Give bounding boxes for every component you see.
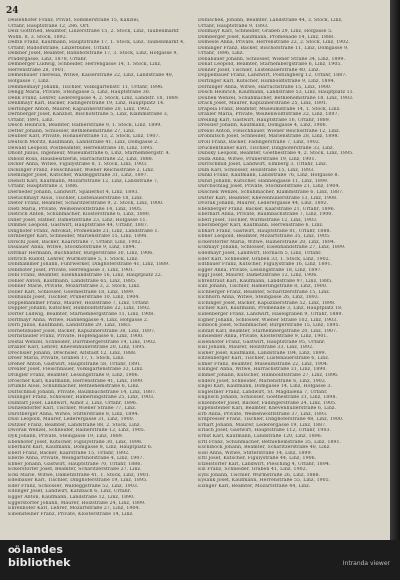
directory-entry: Doblhammer Johann, Fuhrwerker, Dinghoferstraße 41, Linz, 1889. <box>8 262 170 268</box>
viewer-label: Intranda viewer <box>342 560 390 567</box>
directory-entry: Eichberger Franz, Beamter, Scharitzerstraße 15, Linz. <box>198 289 331 295</box>
directory-entry: Edtbauer Franz, Kutscher, Figulystraße 16, Linz, 1891. <box>198 262 333 268</box>
directory-entry: Dürrschmid Josef, Landwirt, Elmberg 3, Urfahr, Linz. <box>198 162 328 168</box>
directory-entry: Döller Karl, Schlosser, Goethestraße 18, Linz, 1899. <box>8 289 135 295</box>
directory-entry: Eder Karl, Schneider, Graben 33, 1. Stock, Linz, 1902. <box>198 256 331 262</box>
directory-entry: Herrenstraße 28, 1901. <box>8 67 66 73</box>
directory-entry: Dyk Johann, Private, Steingasse 19, Linz, 1889. <box>8 434 124 440</box>
directory-entry: Dornstauder Franz, Private, Hopfengasse 6, Linz, 1900. <box>8 334 144 340</box>
directory-entry: Dieminger Josef, Kutscher, Waldeggstraße 31, Linz, 1897. <box>8 173 149 179</box>
directory-entry: Dröll Franz, Bäcker, Fadingerstraße 7, Linz, 1902. <box>198 140 321 146</box>
directory-entry: Dunkl Franz, Kaufmann, Landstraße 76, Linz, Hofgasse 8. <box>198 173 340 179</box>
directory-entry: Dimmel Leopold, Gastwirt, Hauptstraße 44, Urfahr, 1887. <box>8 223 149 229</box>
directory-entry: Ernst Karl, Kaufmann, Landstraße 120, Linz, 1896. <box>198 434 323 440</box>
directory-entry: Eichinger Josef, Bäcker, Kapuzinerstraße 52, Linz, 1898. <box>198 300 336 306</box>
directory-entry: Doppelhammer Franz, Maurer, Holzstraße 7, Linz, Urfahr. <box>8 300 150 306</box>
directory-entry: Dringler Franz, Beamter, Lessingstraße 9, Linz, 1906. <box>8 373 140 378</box>
directory-entry: Hofgasse 7, Linz. <box>8 79 50 85</box>
directory-entry: Dirschl Josef, Bäcker, Kaarstraße 7, Urfahr, Linz, 1902. <box>8 239 143 245</box>
directory-entry: Dusl Leopold, Maurer, Lederergasse 31, Linz, 1900. <box>8 417 135 423</box>
directory-entry: Duftschmid Johann, Private, Baumbachstraße 14, Linz, 1887. <box>8 389 157 395</box>
page-edge-shadow <box>390 0 400 540</box>
logo-line-2: bibliothek <box>8 556 71 569</box>
directory-entry: Eibensteiner Franz, Private, Klosterstraße 14, Linz. <box>8 511 134 517</box>
directory-entry: Delkner Josef, Beamter, Bahnhofstraße 17, 3. Stock, Linz, Hofgasse 9, <box>8 51 179 57</box>
directory-entry: Edlinger Josef, Landwirt, Katzbach 6, Linz, Urfahr. <box>8 489 132 495</box>
directory-entry: Döbl Franz, Beamter, Eisenhandstraße 16, Linz, Hauptplatz 22. <box>8 273 163 279</box>
directory-entry: Dutter Karl, Beamter, Khevenhüllerstraße 13, Linz, 1908. <box>198 195 338 201</box>
directory-entry: Enders Josef, Schneider, Marienstraße 6, Linz, 1902. <box>198 378 327 384</box>
directory-entry: Denk Franz, Lehrer, Lederergasse 4, 2. Stock, Linz, Landstr. 18, 1889. <box>8 95 180 101</box>
directory-entry: Donat Leopold, Beamter, Starhembergstraße 6, Linz, 1905. <box>198 62 342 68</box>
directory-entry: Eidenberger Franz, Landwirt, Haselgraben 9, Urfahr, 1889. <box>198 311 344 317</box>
directory-entry: Dollhäubl Josef, Tischler, Prunerstraße 10, Linz, 1904. <box>8 295 141 301</box>
directory-entry: Urfahr, Hauptstraße 3, 1886. <box>8 184 79 190</box>
directory-entry: Duschek Wenzel, Schuhmacher, Klammstraße 6, Linz, 1887. <box>198 189 344 195</box>
directory-entry: Dreer Maria, Private, Graben 17, 1. Stock, Linz. <box>8 356 125 362</box>
directory-entry: Dollischek, Johann, Beamter, Landstraße 44, 3. Stock, Linz, <box>198 18 343 23</box>
left-column <box>8 18 194 534</box>
directory-entry: Druckenthaner Karl, Tischler, Dinghoferstraße 33, Linz. <box>198 145 335 151</box>
directory-entry: Emmer Johann, Kutscher, Humboldtstraße 27, Linz, 1896. <box>198 373 339 378</box>
directory-entry: Einfalt Karl, Beamter, Starhembergstraße 20, Linz, 1907. <box>198 328 338 334</box>
directory-entry: Doppelbauer Franz, Landwirt, Pöstlingberg 12, Urfahr, 1887. <box>198 73 347 79</box>
directory-entry: Deix Gottfried, Beamter, Linzerstraße 15, 2. Stock, Linz, Taubenmarkt <box>8 29 179 35</box>
directory-entry: Eggerstorfer Johann, Maurer, Holzstraße 24, Linz, 1899. <box>8 500 146 506</box>
directory-entry: Egger Anna, Private, Lessingstraße 18, Linz, 1897. <box>198 267 323 273</box>
directory-entry: Dorfinger Karl, Kutscher, Humboldtstraße 9, Linz, 1894. <box>198 79 336 85</box>
directory-entry: Dominger Franz, Bäcker, Bischofstraße 11, Linz, Domgasse 9, <box>198 45 349 51</box>
directory-entry: Dietachmayr Alois, Tischler, Lustenauerstraße 18, Linz. <box>8 195 144 201</box>
directory-entry: Dreiling Karl, Gastwirt, Hauptstraße 16, Urfahr, 1889. <box>198 117 331 123</box>
directory-entry: Dernberger Josef, Kanzlist, Bischofstraße 5, Linz, Klammstraße 3, <box>8 112 169 118</box>
directory-entry: Eigner Johann, Schlosser, Wiener Straße 102, Linz, 1903. <box>198 317 338 323</box>
directory-entry: Eisner Josef, Kaufmann, Landstraße 104, Linz, 1899. <box>198 350 327 356</box>
directory-entry: Doblhofer Josef, Private, Herrengasse 3, Linz, 1901. <box>8 267 135 273</box>
directory-entry: Durchschlag Josef, Private, Stockhofstraße 21, Linz, 1904. <box>198 184 341 190</box>
directory-entry: Dworak Wenzel, Schneider, Rainerstraße 12, Linz, 1905. <box>8 428 146 434</box>
directory-entry: Dirnberger Karl, Schneider, Marienstraße 15, Linz, 1898. <box>8 234 148 240</box>
directory-entry: Dorn Julius, Kaufmann, Landstraße 29, Linz, 1883. <box>8 323 132 329</box>
directory-entry: Exl Franz, Schneider, Graben 41, Linz, 1902. <box>198 467 308 473</box>
directory-entry: Draxler Maria, Private, Weißenwolffstraße 22, Linz, 1897. <box>198 112 340 118</box>
directory-entry: Deubler Karl, Private, Honauerstraße 13, 2. Stock, Linz, 1907. <box>8 134 161 140</box>
directory-entry: Urfahr, Rudolfstraße, Linzerbühel, Urfahr. <box>8 45 111 51</box>
directory-entry: Eschlböck Johann, Beamter, Scharitzerstraße 40, Linz. <box>198 445 331 451</box>
directory-entry: Dornetshuber Josef, Bäcker, Kapuzinerstraße 38, Linz, 1897. <box>8 328 156 334</box>
directory-entry: Eysank Josef, Kaufmann, Herrenstraße 55, Linz, 1905. <box>198 478 331 484</box>
directory-entry: Eckl Marie, Witwe, Dametzstraße 41, 1. Stock, Linz, 1901. <box>8 472 151 478</box>
directory-entry: Derflinger Anton, Maurer, Kapuzinerstraße 20, Linz, 1902. <box>8 106 151 112</box>
directory-entry: Erhart Johann, Maurer, Lederergasse 19, Linz, 1887. <box>198 422 327 428</box>
directory-entry: Eckerstorfer Maria, Witwe, Rainerstraße 20, Linz, 1894. <box>198 239 336 245</box>
directory-entry: Dumfart Josef, Landwirt, Auhof 2, Linz, Urfahr, 1896. <box>8 400 138 406</box>
directory-entry: Desch Heinrich, Beamter, Hafnerstraße 9, 1. Stock, Linz, 1899. <box>8 123 162 129</box>
directory-entry: Dengg Maria, Private, Steingasse 5, Linz, Hauptstraße 30. <box>8 90 151 96</box>
directory-entry: Dreher Anton, Gastwirt, Hauptstraße 58, Urfahr, 1891. <box>8 361 142 367</box>
directory-entry: Dittmar Hermann, Buchhalter, Bürgerstraße 30, Linz, 1906. <box>8 250 154 256</box>
directory-entry: Dutzler Franz, Beamter, Landstraße 88, 2. Stock, Linz. <box>8 422 142 428</box>
directory-entry: Dewald Leopold, Postbeamter, Herrenstraße 18, Linz, 1895. <box>8 145 154 151</box>
directory-entry: Ebner Johann, Gastwirt, Hauptstraße 70, Urfahr, 1886. <box>8 461 142 467</box>
directory-entry: Draxler Karl, Lehrer, Khevenhüllerstraße 20, Linz, 1895. <box>8 345 146 351</box>
page-number: 24 <box>6 6 19 16</box>
directory-entry: Eberl Josef, Tischler, Wurmstraße 12, Linz, 1903. <box>198 217 318 223</box>
directory-entry: Dröscher Karl, Kaufmann, Herrenstraße 41, Linz, 1899. <box>8 378 144 384</box>
directory-entry: Eder Franz, Schlosser, Waldeggstraße 52, Linz, 1903. <box>8 483 139 489</box>
directory-entry: Dressler Johann, Kaufmann, Domgasse 4, Linz, 1906. <box>198 123 328 129</box>
directory-entry: Eichler Karl, Kaufmann, Promenade 3, Linz, Hauptplatz 18. <box>198 306 343 312</box>
directory-entry: Ebner Leopold, Beamter, Mozartstraße 35, Linz, 1905. <box>198 234 331 240</box>
directory-entry: Donner Josef, Tischler, Lustenauerstraße 40, Linz. <box>198 67 321 73</box>
directory-entry: Eberhard Karl, Kaufmann, Domgasse 8, Linz, Hauptplatz 6. <box>8 445 153 451</box>
directory-entry: Ezinger Karl, Beamter, Mozartstraße 44, Linz. <box>198 483 311 489</box>
directory-entry: Urfahr, Hauptstraße 9, 1893. <box>198 23 269 29</box>
directory-entry: Urfahr, 1896, Linz. <box>198 51 244 57</box>
directory-entry: Urfahr, 1891, Linz. <box>8 117 54 123</box>
directory-entry: Doppler Johann, Kutscher, Humboldtstraße 22, Linz, 1892. <box>8 306 151 312</box>
directory-entry: Englisch Johann, Schlosser, Goethestraße 31, Linz, 1898. <box>198 395 338 401</box>
directory-entry: Eisl Johann, Maurer, Holzstraße 33, Linz, 1892. <box>198 345 314 351</box>
directory-entry: Dietl Maria, Private, Weißenwolffstraße 14, Linz, 1905. <box>8 206 143 212</box>
directory-entry: Duda Anna, Witwe, Prunerstraße 19, Linz, 1901. <box>198 156 317 162</box>
directory-entry: Delfin Franz, Kaufmann, Hauptstraße 17, 1. Stock, Linz, Taubenmarkt 4, <box>8 40 185 46</box>
directory-entry: Eberle Anna, Private, Weingartshofstraße 4, Linz, 1907. <box>8 456 145 462</box>
directory-entry: Eckerstorfer Josef, Beamter, Scharitzerstraße 27, Linz. <box>8 467 142 473</box>
directory-entry: Elmer Franz, Beamter, Museumstraße 22, Linz, 1904. <box>198 361 329 367</box>
directory-entry: Demelbauer Theresia, Witwe, Kaiserstraße 22, Linz, Landstraße 40, <box>8 73 174 79</box>
directory-entry: Ebhart Franz, Gastwirt, Hauptstraße 81, Urfahr, 1888. <box>198 228 332 234</box>
directory-entry: Ehrentraut Karl, Kaufmann, Landstraße 97, Linz, 1885. <box>198 278 333 284</box>
directory-entry: Eberl Franz, Bäcker, Kaarstraße 15, Urfahr, 1892. <box>8 450 130 456</box>
directory-entry: Eybl Johann, Tischler, Wurmstraße 26, Linz, 1888. <box>198 472 321 478</box>
directory-entry: Drobnitsch Josef, Schneider, Marienstraße 28, Linz, 1898. <box>198 134 340 140</box>
directory-entry: Dollmayr Karl, Schneider, Graben 29, Linz, Hofgasse 5. <box>198 29 333 35</box>
directory-entry: Dorfer Ludwig, Beamter, Starhembergstraße 11, Linz, 1908. <box>8 311 155 317</box>
directory-entry: Diller Josef, Hafner, Dametzstraße 23, Linz, Hofgasse 11. <box>8 217 148 223</box>
directory-entry: Ebenhofer Josef, Kutscher, Figulystraße 30, Linz, 1898. <box>8 439 143 445</box>
directory-entry: Einböck Josef, Schuhmacher, Bürgerstraße 15, Linz, 1895. <box>198 323 341 329</box>
directory-entry: Dullinger Franz, Schlosser, Hamerlingstraße 25, Linz, 1903. <box>8 395 155 401</box>
directory-entry: Ehrenhöfer Karl, Lehrer, Mozartstraße 27, Linz, 1904. <box>8 506 141 512</box>
directory-entry: Ettl Josef, Kutscher, Figulystraße 44, Linz, 1906. <box>198 456 317 462</box>
directory-entry: Eisenhofer Franz, Gastwirt, Hauptstraße 95, Urfahr. <box>198 339 326 345</box>
directory-entry: Deisenhofer Franz, Privat, Sommerstraße 15, Kanzlei, <box>8 18 140 23</box>
directory-entry: Eppensteiner Karl, Beamter, Khevenhüllerstraße 6, Linz. <box>198 406 336 412</box>
directory-entry: Erb Anna, Private, Weißenwolffstraße 37, Linz, 1893. <box>198 411 328 417</box>
directory-entry: Domberger Josef, Kaufmann, Promenade 14, Linz, 1888. <box>198 34 335 40</box>
directory-entry: Doubek Wenzel, Schuhmacher, Bethlehemstraße 18, Linz, 1903. <box>198 95 354 101</box>
directory-entry: Dieter Franz, Beamter, Scharitzerstraße 9, 2. Stock, Linz, 1900. <box>8 201 164 207</box>
directory-entry: Elsinger Anna, Witwe, Harrachstraße 31, Linz, 1890. <box>198 367 327 373</box>
directory-entry: Wohn. 8, 3. Stock, 1892. <box>8 34 68 40</box>
directory-entry: Ebersberger Karl, Kaufmann, Herrenstraße 6, Linz. <box>198 223 324 229</box>
directory-entry: Eggl Josef, Maurer, Dametzstraße 12, Linz, 1906. <box>198 273 318 279</box>
directory-entry: Urfahr, Hauptstraße 12, 286, Ort. <box>8 23 90 29</box>
directory-entry: Demmelmayr Johann, Tischler, Volksgartenstr. 11, Urfahr, 1896. <box>8 84 164 90</box>
directory-entry: Eichhorn Anna, Witwe, Steingasse 26, Linz, 1893. <box>198 295 320 301</box>
directory-entry: Drexel Anton, Fleischhauer, Wiener Reichsstraße 12, Linz. <box>198 128 341 134</box>
directory-entry: Dosch Heinrich, Kaufmann, Landstraße 53, Linz, Hauptplatz 11. <box>198 90 355 96</box>
directory-entry: Dickinger Franz, Fleischhauer, Wiener Reichsstraße 2, Linz. <box>8 167 155 173</box>
logo-text-1: landes <box>22 543 63 556</box>
directory-entry: Drumbl Alois, Schuhmacher, Bethlehemstraße 6, Linz. <box>8 384 140 390</box>
directory-entry: Dobler Anton, Kaufmann, Landstraße 65, Linz, 1885. <box>8 278 137 284</box>
directory-entry: Dorfmayr Anna, Witwe, Hahnengasse 4, Linz, Hofgasse 2. <box>8 317 149 323</box>
directory-entry: Dvorak Johann, Maurer, Lederergasse 44, Linz, 1892. <box>198 201 329 207</box>
directory-entry: Denkmayr Karl, Bäcker, Fadingerstraße 19, Linz, Hauptplatz 14. <box>8 101 165 107</box>
directory-entry: Dienstl Karl, Kaufmann, Mozartstraße 12, Linz, Landstraße 7, <box>8 178 159 184</box>
directory-entry: Dibold Rosa, Hausbesitzerin, Harrachstraße 22, Linz, 1888. <box>8 156 154 162</box>
directory-entry: Eberhart Anna, Private, Baumbachstraße 7, Linz, 1900. <box>198 212 334 218</box>
directory-entry: Eckmayr Johann, Schlosser, Eisenhandstraße 27, Linz, 1899. <box>198 245 346 251</box>
directory-entry: Dietrich Anton, Schuhmacher, Klosterstraße 6, Linz, 1890. <box>8 212 151 218</box>
directory-entry: Dinghofer Franz, Advokat, Promenade 21, Linz, Landstraße 1. <box>8 228 160 234</box>
directory-entry: Enzenhofer Josef, Bäcker, Fadingerstraße 24, Linz, 1905. <box>198 400 337 406</box>
directory-entry: Drexler Josef, Fleischhauer, Volksgartenstraße 33, Linz. <box>8 367 144 373</box>
directory-entry: Essl Anna, Witwe, Stifterstraße 14, Linz, 1899. <box>198 450 313 456</box>
directory-entry: Dierneder Johann, Landwirt, Spallerhof 4, Linz, 1893. <box>8 189 139 195</box>
library-logo[interactable] <box>8 544 70 569</box>
directory-entry: Etzelstorfer Karl, Landwirt, Plesching 4, Urfahr, 1894. <box>198 461 331 467</box>
directory-entry: Dum Karl, Schlosser, Holzstraße 15, Linz, 1893. <box>198 167 315 173</box>
directory-entry: Pradergasse, Linz, 1878, Urfahr. <box>8 56 88 62</box>
directory-entry: Ebenberger Franz, Bäcker, Kaarstraße 21, Urfahr, 1896. <box>198 206 336 212</box>
directory-entry: Dissauer Anna, Witwe, Stockhofstraße 9, Linz, 1894. <box>8 245 137 251</box>
directory-entry: Dittrich Rudolf, Lehrer, Wurmstraße 5, 1. Stock, Linz. <box>8 256 139 262</box>
directory-entry: Dicker Anna, Witwe, Figulystraße 8, 1. Stock, Linz, 1903. <box>8 162 148 168</box>
directory-entry: Erlach Josef, Gastwirt, Hauptstraße 112, Urfahr, 1903. <box>198 428 332 434</box>
directory-entry: Dostal Wenzel, Schneider, Dürrnbergerstraße 14, Linz, 1902. <box>8 339 157 345</box>
directory-entry: Dorninger Anna, Witwe, Harrachstraße 15, Linz, 1900. <box>198 84 332 90</box>
directory-entry: Engel Karl, Kaufmann, Domgasse 14, Linz, Hofgasse 3. <box>198 384 333 390</box>
directory-entry: Ertl Franz, Schuhmacher, Bethlehemstraße 35, Linz, 1891. <box>198 439 342 445</box>
directory-entry: Dubsky Leopold, Beamter, Goethestraße 4, 2. Stock, Linz, 1895. <box>198 151 354 157</box>
directory-entry: Engleitner Franz, Landwirt, St. Magdalena 7, Urfahr. <box>198 389 328 395</box>
directory-entry: Domesle Anna, Private, Herrenstraße 22, 2. Stock, Linz, 1902. <box>198 40 350 46</box>
directory-entry: Donabauer Johann, Schlosser, Wiener Straße 34, Linz, 1899. <box>198 56 346 62</box>
directory-entry: Dunzendorfer Karl, Tischler, Wiener Straße 77, Linz. <box>8 406 137 412</box>
directory-entry: Erdpresser Franz, Tischler, Dinghoferstraße 48, Linz, 1900. <box>198 417 344 423</box>
directory-entry: Drechsler Johann, Drechsler, Altstadt 12, Linz, 1888. <box>8 350 137 356</box>
directory-entry: Dhont Julius, Ingenieur, Museumstraße 6, Linz, Starhembergstr. 4. <box>8 151 171 157</box>
directory-entry: Dobner Marie, Private, Mozartstraße 3, 2. Stock, Linz. <box>8 284 141 290</box>
directory-entry: Edelmayr Josef, Landwirt, Dornach 5, Linz, Urfahr. <box>198 250 322 256</box>
right-column <box>198 18 384 534</box>
directory-entry: Eitzenberger Karl, Tischler, Lustenauerstraße 6, Linz. <box>198 356 330 362</box>
directory-entry: Deutsch Moritz, Kaufmann, Landstraße 41, Linz, Domgasse 2. <box>8 140 159 146</box>
directory-entry: Dunst Johann, Kutscher, Hahnengasse 11, Linz, 1899. <box>198 178 329 184</box>
directory-entry: Detter Johann, Schlosser, Bethlehemstraße 27, Linz. <box>8 128 136 134</box>
logo-mark: oö <box>8 545 20 556</box>
directory-entry: Durstberger Anna, Witwe, Stifterstraße 8, Linz, 1894. <box>8 411 140 417</box>
directory-entry: Egger Anton, Kaufmann, Landstraße 12, Linz, 1890. <box>8 495 135 501</box>
directory-entry: Edelbauer Karl, Tischler, Dinghoferstraße 19, Linz, 1895. <box>8 478 148 484</box>
directory-entry: Eibl Johann, Tischler, Hamerlingstraße 8, Linz, 1900. <box>198 284 328 290</box>
directory-entry: Drapela Franz, Beamter, Museumstraße 14, 1. Stock, Linz. <box>198 106 341 112</box>
directory-entry: Einsiedler Anna, Private, Klosterstraße 9, Linz, 1901. <box>198 334 328 340</box>
directory-entry: Demberger Ludwig, Schneider, Herrengasse 14, 1. Stock, Linz, <box>8 62 162 68</box>
directory-entry: Drack Josef, Maurer, Kapuzinerstraße 25, Linz, 1891. <box>198 101 328 107</box>
